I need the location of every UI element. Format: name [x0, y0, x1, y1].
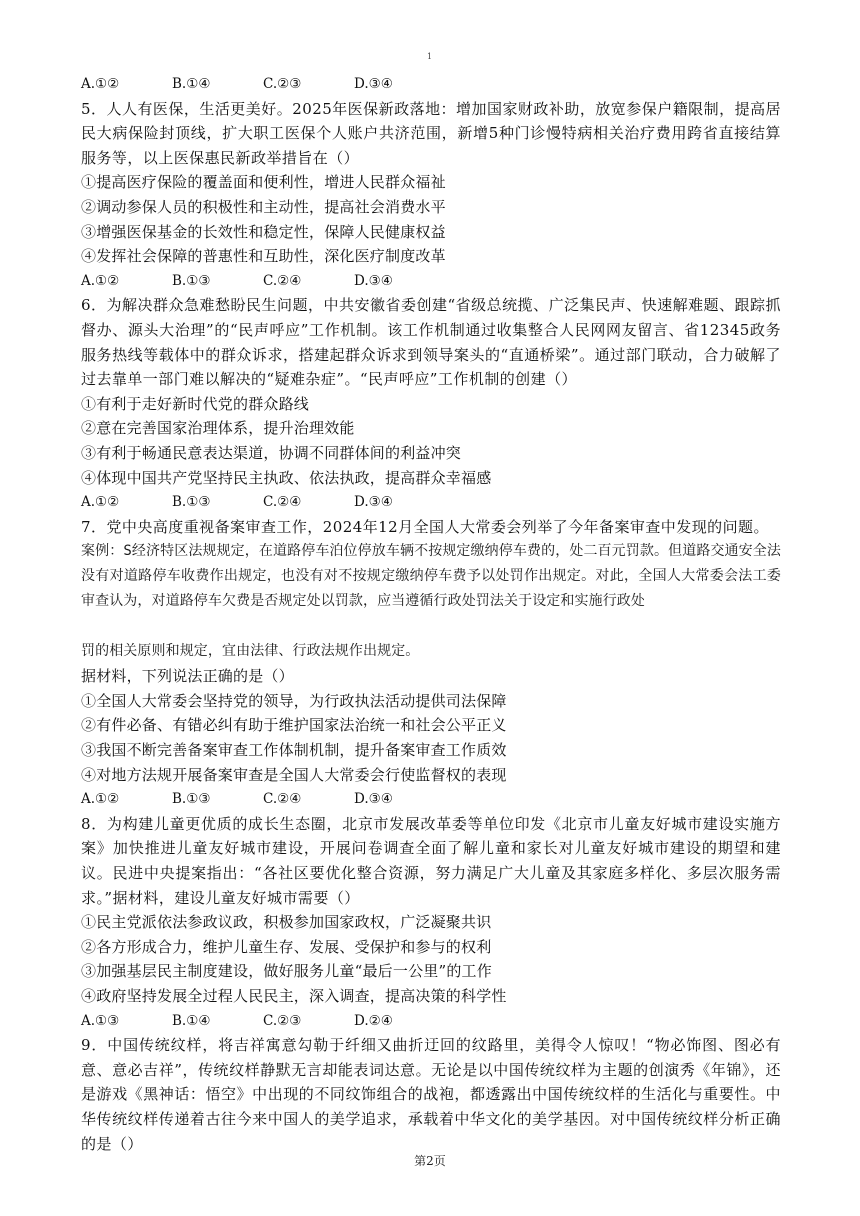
header-mark: 1: [427, 52, 433, 61]
option-d: D.②④: [354, 1012, 393, 1029]
q7-item: ④对地方法规开展备案审查是全国人大常委会行使监督权的表现: [81, 765, 507, 784]
option-d: D.③④: [354, 272, 393, 289]
q8-options: [81, 1009, 781, 1034]
q6-item: ①有利于走好新时代党的群众路线: [81, 394, 310, 413]
q6-item: ③有利于畅通民意表达渠道，协调不同群体间的利益冲突: [81, 443, 462, 462]
q7-item: ②有件必备、有错必纠有助于维护国家法治统一和社会公平正义: [81, 716, 507, 735]
q7-question: 据材料，下列说法正确的是（）: [81, 667, 294, 686]
q5-item: ②调动参保人员的积极性和主动性，提高社会消费水平: [81, 197, 446, 216]
q7-case-text-continued: 罚的相关原则和规定，宜由法律、行政法规作出规定。: [81, 643, 420, 660]
q4-options: [81, 72, 781, 97]
option-a: A.①②: [81, 272, 120, 289]
q6-item: ④体现中国共产党坚持民主执政、依法执政，提高群众幸福感: [81, 468, 492, 487]
q5-item: ①提高医疗保险的覆盖面和便利性，增进人民群众福祉: [81, 173, 446, 192]
q7-item: ③我国不断完善备案审查工作体制机制，提升备案审查工作质效: [81, 741, 507, 760]
option-d: D.③④: [354, 791, 393, 808]
q8-item: ③加强基层民主制度建设，做好服务儿童“最后一公里”的工作: [81, 962, 492, 981]
q7-case-text: 案例：S经济特区法规规定，在道路停车泊位停放车辆不按规定缴纳停车费的，处二百元罚款。但道路交通安全法没有对道路停车收费作出规定，也没有对不按规定缴纳停车费予以处罚作出规定。对此，全国人大常委会法工委审查认为，对道路停车欠费是否规定处以罚款，应当遵循行政处罚法关于设定和实施行政处: [81, 543, 781, 610]
q5-stem: 5．人人有医保，生活更美好。2025年医保新政落地：增加国家财政补助，放宽参保户籍限制，提高居民大病保险封顶线，扩大职工医保个人账户共济范围，新增5种门诊慢特病相关治疗费用跨省直接结算服务等，以上医保惠民新政举措旨在（）: [81, 99, 781, 167]
option-a: A.①③: [81, 1012, 120, 1029]
q7-options: [81, 787, 781, 812]
q7-stem: 7．党中央高度重视备案审查工作，2024年12月全国人大常委会列举了今年备案审查中发现的问题。: [81, 517, 769, 536]
q8-item: ②各方形成合力，维护儿童生存、发展、受保护和参与的权利: [81, 937, 492, 956]
q8-item: ④政府坚持发展全过程人民民主，深入调查，提高决策的科学性: [81, 987, 507, 1005]
q8-item: ①民主党派依法参政议政，积极参加国家政权，广泛凝聚共识: [81, 913, 492, 932]
q9-stem: 9．中国传统纹样，将吉祥寓意勾勒于纤细又曲折迂回的纹路里，美得令人惊叹！“物必饰图、图必有意、意必吉祥”，传统纹样静默无言却能表词达意。无论是以中国传统纹样为主题的创演秀《年锦》，还是游戏《黑神话：悟空》中出现的不同纹饰组合的战袍，都透露出中国传统纹样的生活化与重要性。中华传统纹样传递着古往今来中国人的美学追求，承载着中华文化的美学基因。对中国传统纹样分析正确的是（）: [81, 1036, 781, 1153]
option-a: A.①②: [81, 494, 120, 511]
q8-stem: 8．为构建儿童更优质的成长生态圈，北京市发展改革委等单位印发《北京市儿童友好城市建设实施方案》加快推进儿童友好城市建设，开展问卷调查全面了解儿童和家长对儿童友好城市建设的期望和建议。民进中央提案指出：“各社区要优化整合资源，努力满足广大儿童及其家庭多样化、多层次服务需求。”据材料，建设儿童友好城市需要（）: [81, 814, 781, 907]
option-c: C.②④: [263, 272, 302, 289]
page-number: 第2页: [414, 1154, 446, 1168]
option-a: A.①②: [81, 76, 120, 92]
option-d: D.③④: [354, 494, 393, 511]
q7-item: ①全国人大常委会坚持党的领导，为行政执法活动提供司法保障: [81, 691, 507, 710]
q6-item: ②意在完善国家治理体系，提升治理效能: [81, 419, 355, 438]
q5-item: ③增强医保基金的长效性和稳定性，保障人民健康权益: [81, 222, 446, 241]
q5-options: [81, 269, 781, 294]
q6-stem: 6．为解决群众急难愁盼民生问题，中共安徽省委创建“省级总统揽、广泛集民声、快速解难题、跟踪抓督办、源头大治理”的“民声呼应”工作机制。该工作机制通过收集整合人民网网友留言、省12345政务服务热线等载体中的群众诉求，搭建起群众诉求到领导案头的“直通桥梁”。通过部门联动，合力破解了过去靠单一部门难以解决的“疑难杂症”。“民声呼应”工作机制的创建（）: [81, 296, 781, 389]
q6-options: [81, 490, 781, 515]
option-b: B.①③: [172, 791, 211, 808]
q5-item: ④发挥社会保障的普惠性和互助性，深化医疗制度改革: [81, 247, 446, 266]
paragraph-gap: [81, 614, 781, 639]
option-d: D.③④: [354, 76, 393, 92]
option-b: B.①④: [172, 76, 211, 92]
option-b: B.①③: [172, 494, 211, 511]
option-b: B.①③: [172, 272, 211, 289]
option-c: C.②④: [263, 791, 302, 808]
option-c: C.②④: [263, 494, 302, 511]
option-b: B.①④: [172, 1012, 211, 1029]
option-c: C.②③: [263, 76, 302, 92]
option-a: A.①②: [81, 791, 120, 808]
option-c: C.②③: [263, 1012, 302, 1029]
page-content: [81, 72, 781, 1156]
